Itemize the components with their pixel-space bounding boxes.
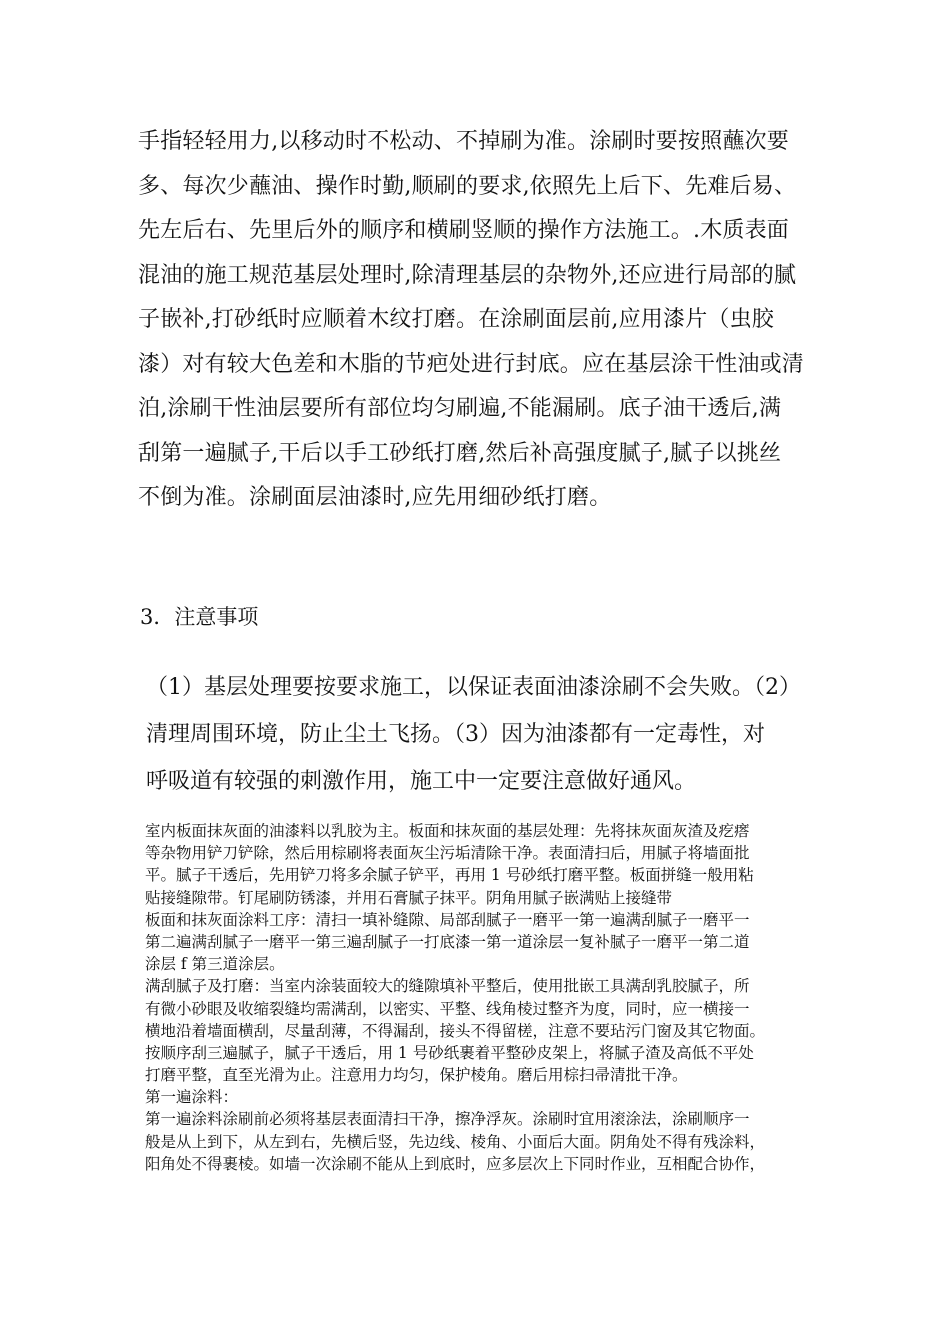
text-line: 按顺序刮三遍腻子，腻子干透后，用 1 号砂纸裹着平整砂皮架上，将腻子渣及高低不平处 bbox=[145, 1043, 754, 1062]
paragraph-wood-painting bbox=[138, 120, 838, 521]
text-line: 等杂物用铲刀铲除，然后用棕刷将表面灰尘污垢清除干净。表面清扫后，用腻子将墙面批 bbox=[145, 844, 750, 863]
text-line: 清理周围环境，防止尘土飞扬。（3）因为油漆都有一定毒性，对 bbox=[146, 722, 765, 747]
text-line: 有微小砂眼及收缩裂缝均需满刮，以密实、平整、线角棱过整齐为度，同时，应一横接一 bbox=[145, 999, 750, 1018]
text-line: 第一遍涂料： bbox=[145, 1088, 239, 1107]
text-line: 子嵌补,打砂纸时应顺着木纹打磨。在涂刷面层前,应用漆片（虫胶 bbox=[138, 307, 774, 332]
text-line: 漆）对有较大色差和木脂的节疤处进行封底。应在基层涂干性油或清 bbox=[138, 351, 805, 377]
text-line: 贴接缝隙带。钉尾刷防锈漆，并用石膏腻子抹平。阴角用腻子嵌满贴上接缝带 bbox=[145, 888, 673, 907]
text-line: 泊,涂刷干性油层要所有部位均匀刷遍,不能漏刷。底子油干透后,满 bbox=[138, 396, 782, 421]
text-line: 手指轻轻用力,以移动时不松动、不掉刷为准。涂刷时要按照蘸次要 bbox=[138, 129, 789, 154]
text-line: 呼吸道有较强的刺激作用，施工中一定要注意做好通风。 bbox=[146, 769, 697, 794]
text-line: 横地沿着墙面横刮，尽量刮薄，不得漏刮，接头不得留槎，注意不要玷污门窗及其它物面。 bbox=[145, 1021, 766, 1040]
text-line: 第一遍涂料涂刷前必须将基层表面清扫干净，擦净浮灰。涂刷时宜用滚涂法，涂刷顺序一 bbox=[145, 1110, 750, 1129]
text-line: 满刮腻子及打磨：当室内涂装面较大的缝隙填补平整后，使用批嵌工具满刮乳胶腻子，所 bbox=[145, 977, 750, 996]
text-line: 混油的施工规范基层处理时,除清理基层的杂物外,还应进行局部的腻 bbox=[138, 262, 797, 288]
text-line: 打磨平整，直至光滑为止。注意用力均匀，保护棱角。磨后用棕扫帚清批干净。 bbox=[145, 1066, 688, 1085]
text-line: 刮第一遍腻子,干后以手工砂纸打磨,然后补高强度腻子,腻子以挑丝 bbox=[138, 440, 782, 466]
text-line: 第二遍满刮腻子一磨平一第三遍刮腻子一打底漆一第一道涂层一复补腻子一磨平一第二道 bbox=[145, 932, 750, 951]
text-line: （1）基层处理要按要求施工，以保证表面油漆涂刷不会失败。（2） bbox=[146, 675, 801, 700]
text-line: 不倒为准。涂刷面层油漆时,应先用细砂纸打磨。 bbox=[138, 485, 612, 510]
text-line: 先左后右、先里后外的顺序和横刷竖顺的操作方法施工。.木质表面 bbox=[138, 218, 789, 243]
text-line: 阳角处不得裹棱。如墙一次涂刷不能从上到底时，应多层次上下同时作业，互相配合协作， bbox=[145, 1154, 766, 1173]
text-line: 般是从上到下，从左到右，先横后竖，先边线、棱角、小面后大面。阴角处不得有残涂料， bbox=[145, 1132, 766, 1151]
paragraph-interior-coating bbox=[145, 820, 825, 1175]
text-line: 板面和抹灰面涂料工序：清扫一填补缝隙、局部刮腻子一磨平一第一遍满刮腻子一磨平一 bbox=[145, 910, 750, 929]
paragraph-precautions bbox=[140, 664, 840, 805]
text-line: 涂层 f 第三道涂层。 bbox=[145, 955, 285, 974]
text-line: 室内板面抹灰面的油漆料以乳胶为主。板面和抹灰面的基层处理：先将抹灰面灰渣及疙瘩 bbox=[145, 822, 750, 840]
section-heading: 3．注意事项 bbox=[140, 605, 259, 629]
text-line: 平。腻子干透后，先用铲刀将多余腻子铲平，再用 1 号砂纸打磨平整。板面拼缝一般用粘 bbox=[145, 866, 754, 885]
text-line: 多、每次少蘸油、操作时勤,顺刷的要求,依照先上后下、先难后易、 bbox=[138, 173, 797, 199]
